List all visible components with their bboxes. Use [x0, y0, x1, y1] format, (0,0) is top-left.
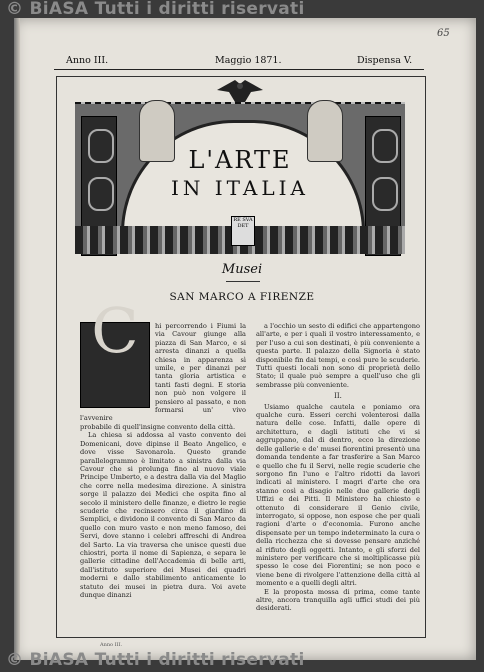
paragraph: E la proposta mossa di prima, come tante altre, ancora tranquilla agli uffici studi dei più desiderati.: [256, 587, 420, 613]
masthead: [75, 86, 405, 254]
paragraph: La chiesa si addossa al vasto convento dei Domenicani, dove dipinse il Beato Angelico, e dove visse Savonarola. Questo grande parallelogrammo è limitato a sinistra dalla via Cavour che si prolunga fino al nuovo viale Principe Umberto, e a destra dalla via del Maglio che corre nella medesima direzione. A sinistra sorge il palazzo dei Medici che ospita fino al secolo il ministero delle finanze, e dietro le regie scuderie che recinsero circa il giardino di Semplici, e dividono il convento di San Marco da quello con muro vasto e non meno famoso, dei Servi, dove stanno i celebri affreschi di Andrea del Sarto. La via traversa che unisce questi due chiostri, porta il nome di Sapienza, e separa le gallerie cittadine dell'Accademia di belle arti, dall'istituto superiore dei Musei dei quadri moderni e dallo stabilimento anticamente lo statuto dei musei in pietra dura. Voi avete dunque dinanzi: [80, 431, 246, 599]
watermark-bottom: © BiASA Tutti i diritti riservati: [6, 650, 305, 670]
folio-number: 65: [437, 28, 450, 39]
section-title: Musei: [221, 262, 263, 277]
header-date: Maggio 1871.: [215, 55, 282, 66]
journal-title-line2: IN ITALIA: [171, 176, 309, 200]
paragraph: a l'occhio un sesto di edifici che appartengono all'arte, e per i quali il vostro interessamento, e per l'uso a cui son destinati, è più conveniente a questa parte. Il palazzo della Signoria è stato disponibile fin dai tempi, e così pure le scuderie. Tutti questi locali non sono di proprietà dello Stato; il quale può sempre a quell'uso che gli sembrasse più conveniente.: [256, 322, 420, 389]
article-column-left: [80, 294, 246, 599]
header-dispensa: Dispensa V.: [357, 55, 413, 66]
header-rule: [54, 69, 424, 70]
footer-note: Anno III.: [100, 642, 123, 648]
article-column-right: [256, 322, 420, 613]
drop-cap-letter: C: [91, 294, 139, 367]
page-edge-shadow: [14, 18, 20, 660]
subsection-heading: II.: [334, 392, 342, 401]
journal-title-line1: L'ARTE: [188, 146, 292, 174]
paragraph: hi percorrendo i Fiumi la via Cavour giunge alla piazza di San Marco, e si arresta dinanzi a quella chiesa in apparenza sì umile, e per dinanzi per tanta gloria artistica e tanti fasti degni. E storia non può non volgere il pensiero al passato, e non formarsi un' vivo l'avvenire: [80, 322, 246, 423]
header-anno: Anno III.: [66, 55, 109, 66]
paragraph: probabile di quell'insigne convento della città.: [80, 422, 236, 431]
decorated-initial: [80, 294, 150, 408]
paragraph: Usiamo qualche cautela e poniamo ora qualche cura. Esseri cerchi volenterosi dalla natura delle cose. Infatti, dalle opere di architettura, e dagli istituti che vi si aggruppano, dal di dentro, ecco la direzione delle gallerie e de' musei fiorentini presentò una domanda tendente a far trasferire a San Marco e quello che fu il Servi, nelle regie scuderie che sorgono fin l'uno e l'altro ridotti da lavori indicati al ministero. I magri d'arte che ora stanno così a disagio nelle due gallerie degli Uffizi e dei Pitti. Il Ministero ha chiesto e ottenuto di considerare il Genio civile, interrogato, si oppose, non espose che per quali ragioni d'arte o d'economia. Furono anche dispensate per un tempo indeterminato la cura o della ricchezza che si dovesse pensare anziché al rifiuto degli oggetti. Intanto, e gli sforzi del ministero per verificare che si moltiplicasse più spesso le cose dei Fiorentini; se non poco e viene bene di rivolgere l'attenzione della città al momento e a quelli degli altri.: [256, 402, 420, 588]
section-title-rule: [226, 281, 260, 282]
masthead-plaque: RE SVA DET: [231, 216, 255, 246]
article-title: SAN MARCO A FIRENZE: [169, 291, 315, 303]
watermark-top: © BiASA Tutti i diritti riservati: [6, 0, 305, 19]
